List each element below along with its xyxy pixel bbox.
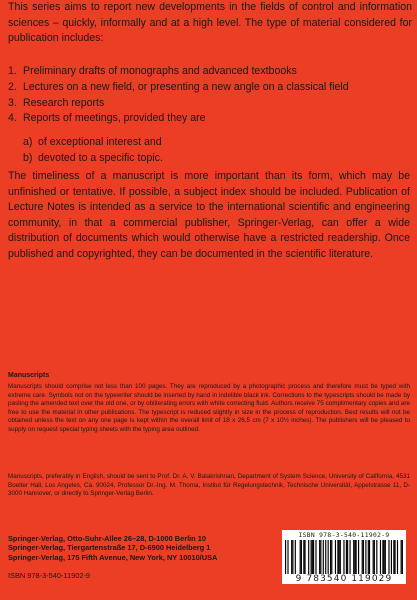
manuscripts-heading: Manuscripts xyxy=(8,372,50,379)
sublist-item-text: of exceptional interest and xyxy=(38,136,162,148)
address-line: Springer-Verlag, Tiergartenstraße 17, D-6900 Heidelberg 1 xyxy=(8,543,211,553)
list-item-text: Reports of meetings, provided they are xyxy=(23,112,206,125)
list-item-number: 3. xyxy=(8,96,17,109)
list-item xyxy=(8,80,412,96)
address-line: Springer-Verlag, Otto-Suhr-Allee 26–28, D-1000 Berlin 10 xyxy=(8,534,206,543)
isbn-text: ISBN 978-3-540-11902-9 xyxy=(8,571,91,580)
meeting-conditions-list xyxy=(8,135,412,167)
barcode-icon xyxy=(285,540,403,574)
address-line: Springer-Verlag, 175 Fifth Avenue, New York, NY 10010/USA xyxy=(8,552,218,562)
list-item-number: 2. xyxy=(8,80,17,93)
list-item-number: 4. xyxy=(8,112,17,125)
list-item xyxy=(8,111,412,127)
list-item-text: Research reports xyxy=(23,96,105,109)
publisher-addresses xyxy=(8,534,268,562)
barcode-number: 9 783540 119029 xyxy=(295,574,393,584)
sublist-item xyxy=(8,135,412,151)
list-item-text: Lectures on a new field, or presenting a new angle on a classical field xyxy=(23,80,349,93)
sublist-item-letter: a) xyxy=(23,136,33,148)
list-item-number: 1. xyxy=(8,65,17,77)
series-intro-text: This series aims to report new developments in the fields of control and information sciences – quickly, informally and at a high level. The type of material considered for publication includes: xyxy=(8,1,412,45)
sublist-item-text: devoted to a specific topic. xyxy=(38,151,163,164)
timeliness-paragraph: The timeliness of a manuscript is more important than its form, which may be unfinished or tentative. If possible, a subject index should be included. Publication of Lecture Notes is intended as a service to the international scientific and engineering community, in that a commercial publisher, Springer-Verlag, can offer a wide distribution of documents which would otherwise have a restricted readership. Once published and copyrighted, they can be documented in the scientific literature. xyxy=(8,170,410,260)
publication-types-list xyxy=(8,64,412,127)
sublist-item-letter: b) xyxy=(23,151,33,164)
sublist-item xyxy=(8,151,412,167)
barcode-isbn-label: ISBN 978-3-540-11902-9 xyxy=(298,532,390,539)
barcode-label xyxy=(282,530,406,584)
list-item xyxy=(8,96,412,112)
list-item xyxy=(8,64,412,80)
manuscripts-requirements-text: Manuscripts should comprise not less than 100 pages. They are reproduced by a photographic process and therefore must be typed with extreme care. Symbols not on the typewriter should be inserted by hand in indelible black ink. Corrections to the typescripts should be made by pasting the amended text over the old one, or by obliterating errors with white correcting fluid. Authors receive 75 complimentary copies and are free to use the material in other publications. The typescript is reduced slightly in size in the process of reproduction. Best results will not be obtained unless the text on any one page is kept within the overall limit of 18 x 26.5 cm (7 x 10½ inches). The publishers will be pleased to supply on request special typing sheets with the typing area outlined. xyxy=(8,383,410,433)
list-item-text: Preliminary drafts of monographs and advanced textbooks xyxy=(23,65,297,77)
manuscripts-submission-text: Manuscripts, preferably in English, should be sent to Prof. Dr. A. V. Balakrishnan, Department of System Science, University of California, 4531 Boelter Hall, Los Angeles, Ca. 90024, Professor Dr.-Ing. M. Thoma, Institut für Regelungstechnik, Technische Universität, Appelstrasse 11, D-3000 Hannover, or directly to Springer-Verlag Berlin. xyxy=(8,473,410,498)
